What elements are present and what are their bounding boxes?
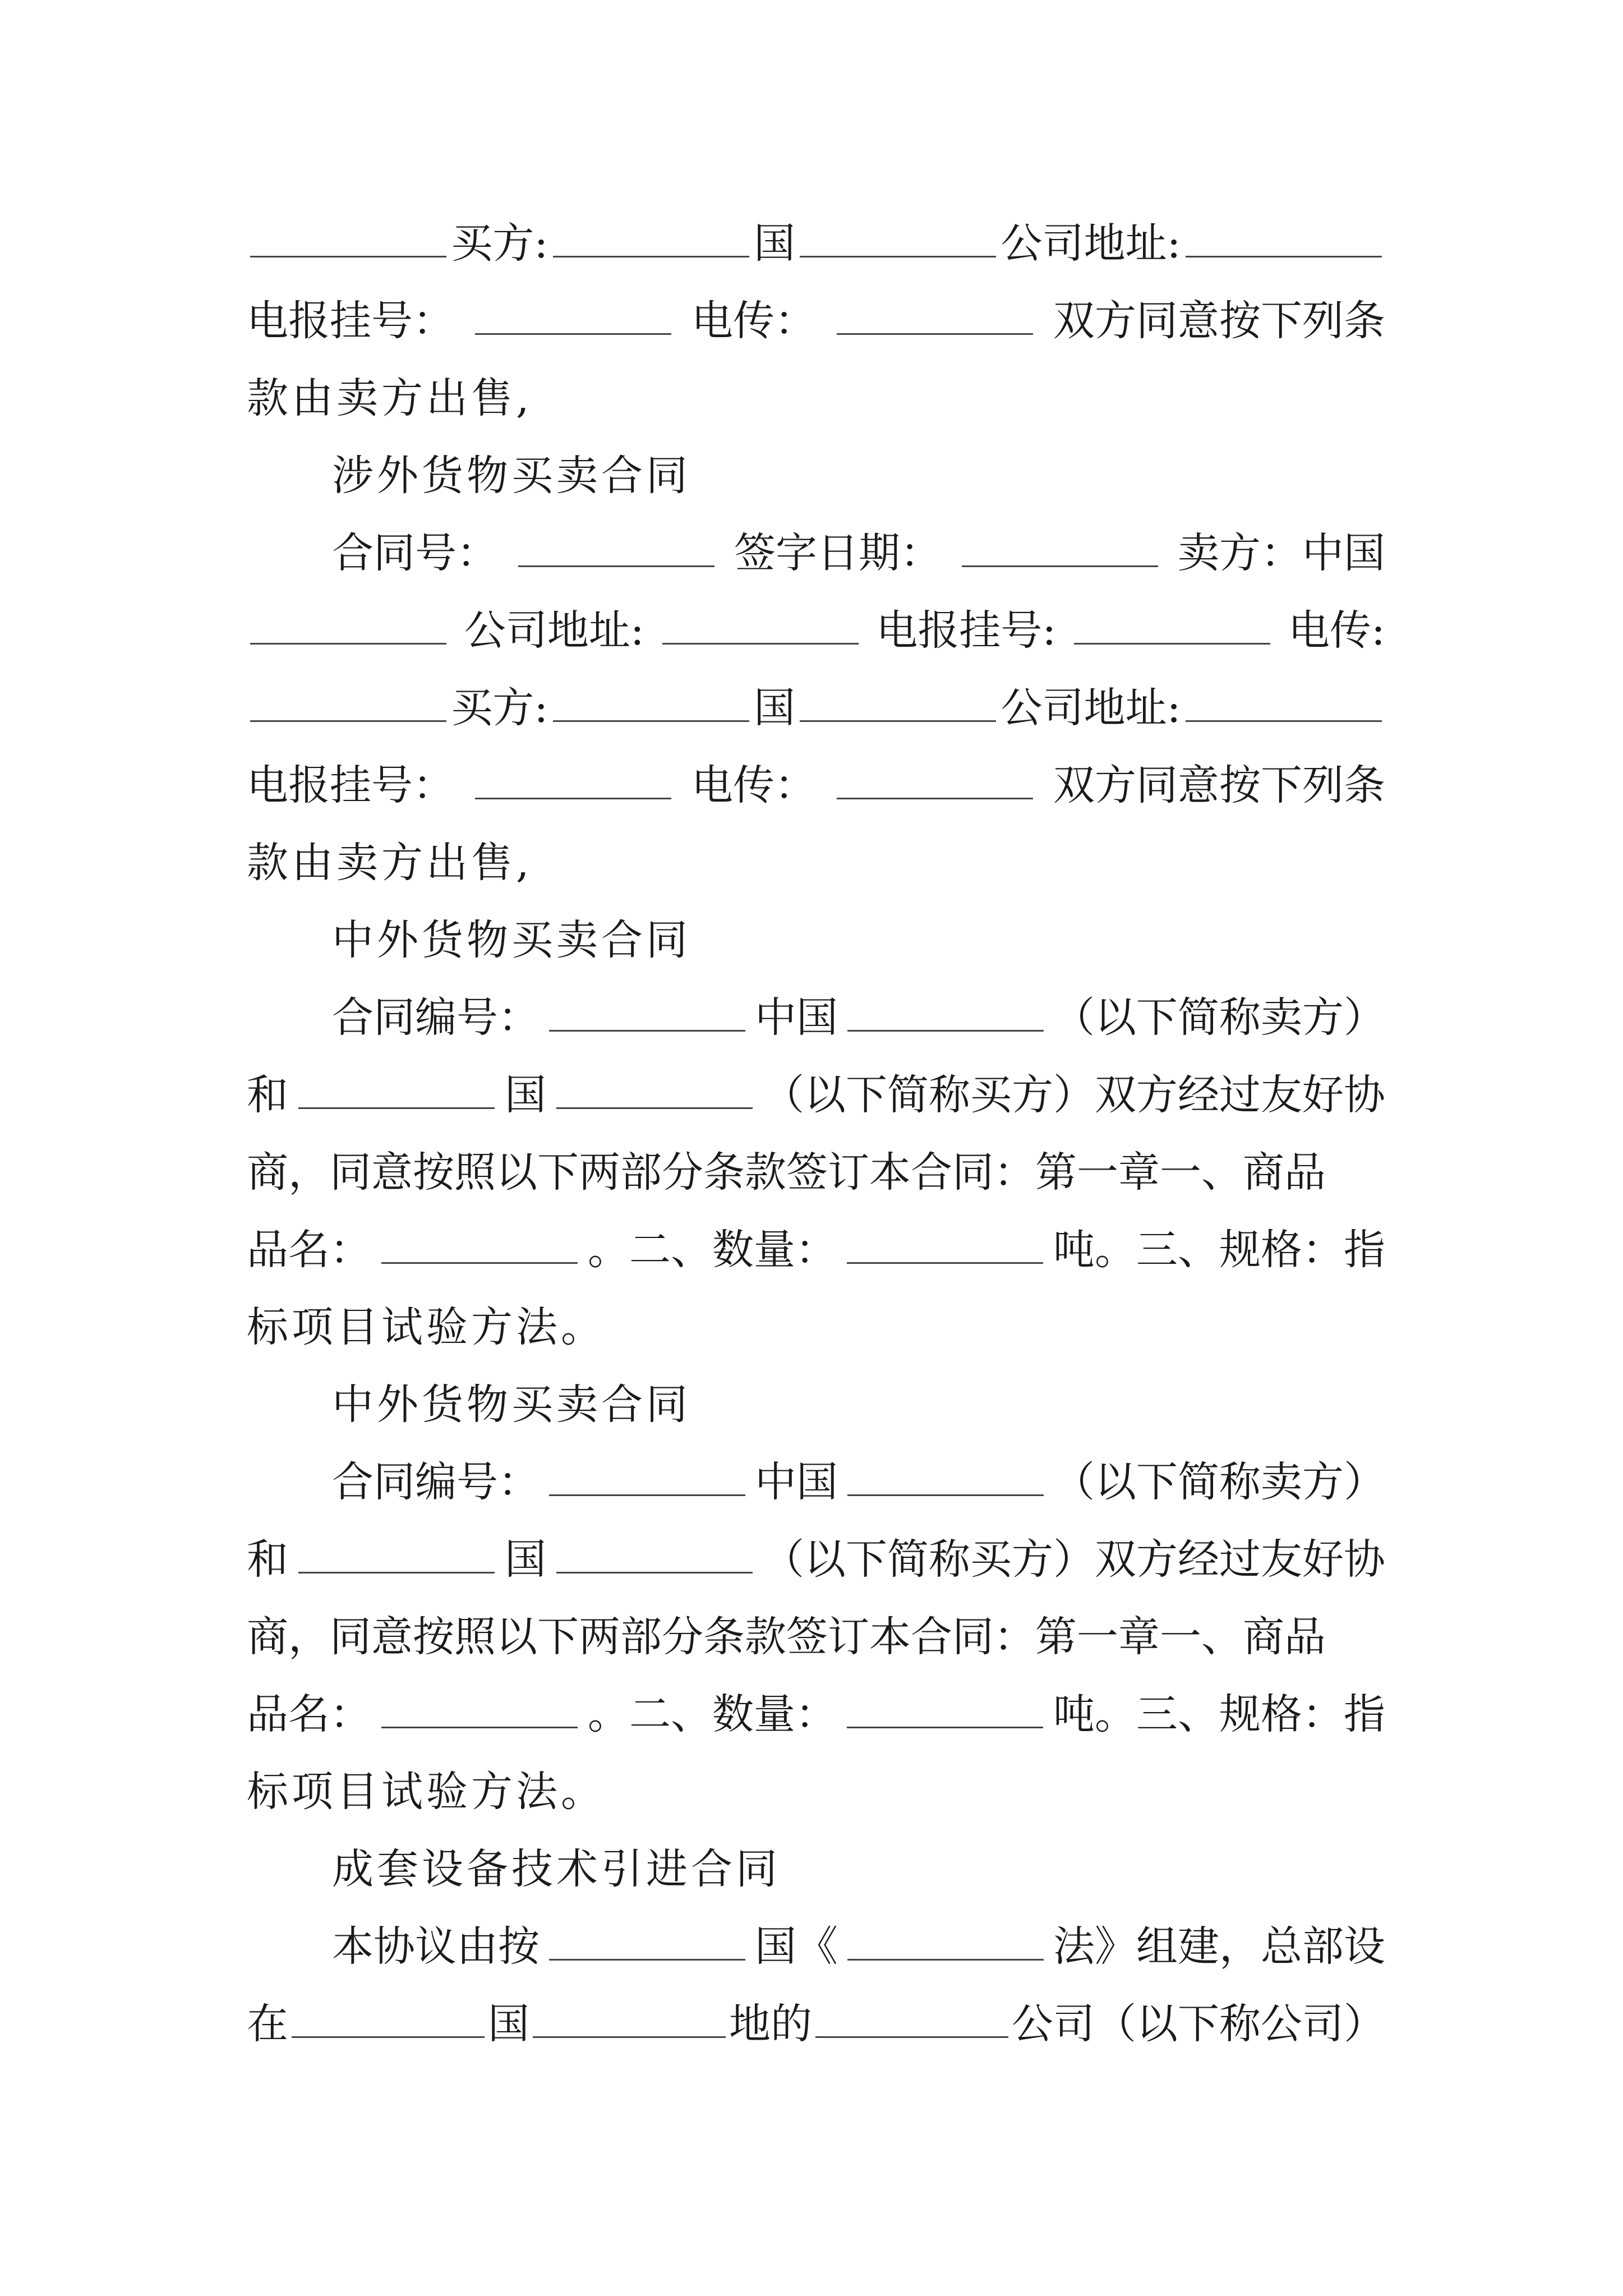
text-segment: 中国 <box>755 993 838 1042</box>
fill-in-blank <box>815 2031 1008 2038</box>
text-segment: 地的 <box>729 2000 812 2048</box>
text-line <box>247 1366 1385 1443</box>
fill-in-blank <box>837 792 1033 799</box>
text-segment: 公司地址: <box>464 606 644 655</box>
text-segment: 电报挂号: <box>876 606 1057 655</box>
text-segment: 吨。三、规格：指 <box>1053 1226 1385 1274</box>
text-line <box>247 1211 1385 1289</box>
text-segment: 电传: <box>1288 606 1385 655</box>
text-segment: 品名： <box>247 1226 371 1274</box>
fill-in-blank <box>475 328 671 335</box>
text-line <box>247 1908 1385 1985</box>
text-segment: 国《 <box>755 1922 838 1971</box>
fill-in-blank <box>250 637 446 645</box>
fill-in-blank <box>475 792 671 799</box>
text-line <box>247 979 1385 1056</box>
contract-text-body <box>247 205 1385 2063</box>
fill-in-blank <box>662 637 859 645</box>
text-segment: 公司地址: <box>1000 684 1181 732</box>
text-line <box>247 1598 1385 1676</box>
text-line <box>247 437 1385 514</box>
text-segment: 款由卖方出售, <box>247 374 533 422</box>
text-segment: 国 <box>488 2000 529 2048</box>
text-segment: 中国 <box>755 1458 838 1506</box>
text-line <box>247 1443 1385 1521</box>
fill-in-blank <box>549 1953 745 1961</box>
text-line <box>247 592 1385 669</box>
fill-in-blank <box>1186 250 1382 257</box>
text-segment: 买方: <box>451 684 548 732</box>
text-segment: 合同号： <box>332 529 498 577</box>
fill-in-blank <box>847 1257 1043 1264</box>
fill-in-blank <box>556 1566 753 1573</box>
fill-in-blank <box>847 1489 1044 1496</box>
fill-in-blank <box>847 1024 1044 1032</box>
text-segment: 电报挂号： <box>247 297 454 345</box>
text-segment: 签字日期： <box>734 529 942 577</box>
fill-in-blank <box>250 250 446 257</box>
text-segment: 国 <box>753 219 795 268</box>
text-segment: 中外货物买卖合同 <box>332 916 691 964</box>
text-segment: 和 <box>247 1535 288 1584</box>
text-segment: 国 <box>753 684 795 732</box>
fill-in-blank <box>250 715 446 722</box>
fill-in-blank <box>292 2031 485 2038</box>
fill-in-blank <box>553 715 749 722</box>
fill-in-blank <box>800 715 996 722</box>
text-segment: 国 <box>505 1535 546 1584</box>
text-line <box>247 901 1385 979</box>
text-segment: （以下简称买方）双方经过友好协 <box>763 1071 1385 1119</box>
fill-in-blank <box>549 1024 745 1032</box>
text-line <box>247 1134 1385 1211</box>
fill-in-blank <box>381 1257 578 1264</box>
text-line <box>247 282 1385 360</box>
text-segment: 买方: <box>451 219 548 268</box>
fill-in-blank <box>1186 715 1382 722</box>
text-segment: 品名： <box>247 1690 371 1738</box>
text-line <box>247 1289 1385 1366</box>
text-line <box>247 1753 1385 1830</box>
text-segment: 成套设备技术引进合同 <box>332 1845 781 1893</box>
text-segment: （以下简称卖方） <box>1053 1458 1385 1506</box>
text-segment: 双方同意按下列条 <box>1053 297 1385 345</box>
fill-in-blank <box>553 250 749 257</box>
text-line <box>247 1676 1385 1753</box>
text-segment: 商，同意按照以下两部分条款签订本合同：第一章一、商品 <box>247 1148 1326 1197</box>
text-line <box>247 824 1385 901</box>
text-segment: 电报挂号： <box>247 761 454 809</box>
fill-in-blank <box>298 1566 495 1573</box>
fill-in-blank <box>847 1721 1043 1728</box>
text-segment: 。二、数量： <box>588 1690 837 1738</box>
text-segment: 合同编号： <box>332 1458 540 1506</box>
text-segment: 标项目试验方法。 <box>247 1768 606 1816</box>
text-segment: 卖方：中国 <box>1178 529 1385 577</box>
text-segment: 在 <box>247 2000 288 2048</box>
text-line <box>247 1521 1385 1598</box>
text-line <box>247 1056 1385 1134</box>
text-line <box>247 669 1385 747</box>
text-line <box>247 205 1385 282</box>
fill-in-blank <box>549 1489 745 1496</box>
text-segment: 商，同意按照以下两部分条款签订本合同：第一章一、商品 <box>247 1613 1326 1661</box>
fill-in-blank <box>962 560 1158 567</box>
fill-in-blank <box>1074 637 1270 645</box>
text-segment: 公司地址: <box>1000 219 1181 268</box>
text-segment: 吨。三、规格：指 <box>1053 1690 1385 1738</box>
text-segment: （以下简称卖方） <box>1053 993 1385 1042</box>
text-line <box>247 514 1385 592</box>
fill-in-blank <box>533 2031 726 2038</box>
text-segment: 。二、数量： <box>588 1226 837 1274</box>
text-segment: 合同编号： <box>332 993 540 1042</box>
fill-in-blank <box>298 1102 495 1109</box>
fill-in-blank <box>518 560 714 567</box>
text-segment: 公司（以下称公司） <box>1012 2000 1385 2048</box>
text-segment: 法》组建，总部设 <box>1053 1922 1385 1971</box>
text-segment: 中外货物买卖合同 <box>332 1381 691 1429</box>
text-segment: 和 <box>247 1071 288 1119</box>
fill-in-blank <box>800 250 996 257</box>
text-segment: 本协议由按 <box>332 1922 540 1971</box>
text-segment: 电传： <box>691 297 816 345</box>
text-segment: 国 <box>505 1071 546 1119</box>
fill-in-blank <box>556 1102 753 1109</box>
fill-in-blank <box>847 1953 1044 1961</box>
text-line <box>247 747 1385 824</box>
text-line <box>247 360 1385 437</box>
text-segment: 标项目试验方法。 <box>247 1303 606 1351</box>
fill-in-blank <box>381 1721 578 1728</box>
text-line <box>247 1985 1385 2063</box>
text-segment: 双方同意按下列条 <box>1053 761 1385 809</box>
fill-in-blank <box>837 328 1033 335</box>
text-segment: 电传： <box>691 761 816 809</box>
text-line <box>247 1830 1385 1908</box>
text-segment: 款由卖方出售, <box>247 839 533 887</box>
text-segment: 涉外货物买卖合同 <box>332 452 691 500</box>
text-segment: （以下简称买方）双方经过友好协 <box>763 1535 1385 1584</box>
